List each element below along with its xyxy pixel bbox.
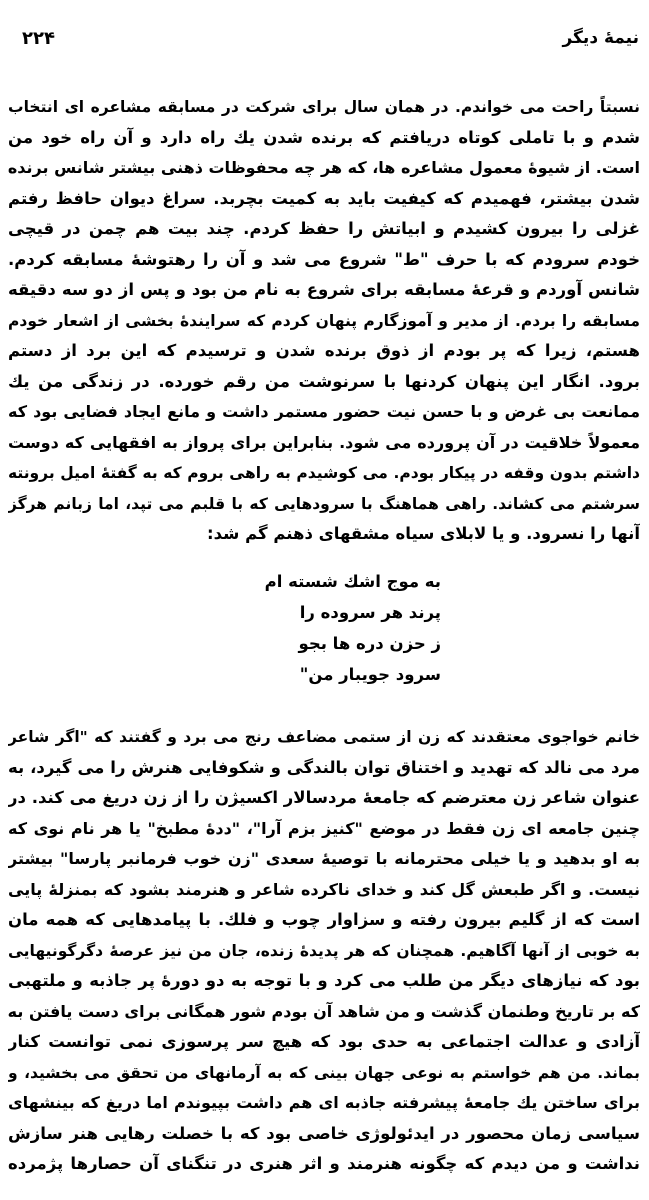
text-line: سیاسی زمان محصور در ایدئولوژی خاصی بود که با خصلت رهایی هنر سازش (8, 1123, 640, 1143)
text-line: ممانعت بی غرض و با حسن نیت حضور مستمر داشت و مانع ایجاد فضایی بود که (8, 402, 640, 421)
text-line: شدن بیشتر، فهمیدم که کیفیت باید به کمیت بچربد. سراغ دیوان حافظ رفتم (8, 188, 640, 208)
text-line: نداشت و من دیدم که چگونه هنرمند و اثر هنری در تنگنای آن حصارها پژمرده (8, 1154, 640, 1173)
text-line: آنها را نسرود. و یا لابلای سیاه مشقهای ذهنم گم شد: (206, 524, 640, 543)
page-header (22, 28, 639, 54)
text-line: خودم سرودم که با حرف "ط" شروع می شد و آن را رهتوشهٔ مسابقه کردم. (8, 249, 640, 269)
paragraph-2 (8, 722, 640, 1180)
text-line: هستم، زیرا که پر بودم از ذوق برنده شدن و ترسیدم که این برد از دستم (8, 341, 640, 360)
text-line: خانم خواجوی معتقدند که زن از ستمی مضاعف رنج می برد و گفتند که "اگر شاعر (8, 728, 640, 746)
text-line: آزادی و عدالت اجتماعی به حدی بود که هیچ سر پرسوزی نمی توانست کنار (8, 1032, 640, 1051)
text-line: بماند. من هم خواستم به نوعی جهان بینی که به آرمانهای من تحقق می بخشید، و (8, 1063, 640, 1082)
text-line: مسابقه را بردم. از مدیر و آموزگارم پنهان کردم که سرایندهٔ بخشی از اشعار خودم (8, 311, 640, 330)
text-line: داشتم بدون وقفه در پیکار بودم. می کوشیدم به راهی بروم که به گفتهٔ امیل برونته (8, 464, 640, 482)
text-line: است که از گلیم بیرون رفته و سزاوار چوب و فلك. با پیامدهایی که همه مان (8, 910, 640, 929)
text-line: که بر تاریخ وطنمان گذشت و من شاهد آن بودم شور همگانی برای دست یافتن به (8, 1001, 640, 1021)
text-line: به خوبی از آنها آگاهیم. همچنان که هر پدیدهٔ زنده، جان من نیز عرصهٔ دگرگونیهایی (8, 941, 640, 960)
running-title: نیمهٔ دیگر (562, 28, 639, 48)
text-line: چنین جامعه ای زن فقط در موضع "کنیز بزم آرا"، "ددهٔ مطبخ" یا هر نام نوی که (8, 818, 640, 838)
text-line: برود. انگار این پنهان کردنها با سرنوشت من رقم خورده. در زندگی من یك (8, 371, 640, 391)
poem-line: سرود جویبار من" (299, 665, 441, 684)
poem (265, 566, 441, 690)
paragraph-1 (8, 92, 640, 550)
text-line: معمولاً خلاقیت در آن پرورده می شود. بنابراین برای پرواز به افقهایی که دوست (8, 432, 640, 452)
text-line: نیست. و اگر طبعش گل کند و خدای ناکرده شاعر و هنرمند بشود که بمنزلهٔ پایی (8, 879, 640, 899)
text-line: نسبتاً راحت می خواندم. در همان سال برای شرکت در مسابقه مشاعره ای انتخاب (8, 98, 640, 116)
text-line: غزلی را بیرون کشیدم و ابیاتش را حفظ کردم. چند بیت هم چمن در قیچی (8, 219, 640, 238)
text-line: عنوان شاعر زن معترضم که جامعهٔ مردسالار اکسیژن را از زن دریغ می کند. در (8, 788, 640, 807)
text-line: است. از شیوهٔ معمول مشاعره ها، که هر چه محفوظات ذهنی بیشتر شانس برنده (8, 158, 640, 177)
text-line: شدم و با تاملی کوتاه دریافتم که برنده شدن یك راه دارد و آن راه خود من (8, 127, 640, 147)
text-line: شانس آوردم و قرعهٔ مسابقه برای شروع به نام من بود و پس از دو سه دقیقه (8, 280, 640, 299)
text-line: سرشتم می کشاند. راهی هماهنگ با سرودهایی که با قلبم می تپد، اما زبانم هرگز (8, 494, 640, 513)
text-line: مرد می نالد که تهدید و اختناق توان بالندگی و شکوفایی هنرش را می گیرد، به (8, 757, 640, 777)
text-line: بود که نیازهای دیگر من طلب می کرد و با توجه به دو دورهٔ پر جاذبه و ملتهبی (8, 971, 640, 990)
text-line: به او بدهید و یا خیلی محترمانه با توصیهٔ سعدی "زن خوب فرمانبر پارسا" بیشتر (8, 849, 640, 868)
poem-line: به موج اشك شسته ام (264, 572, 441, 591)
page-number: ۲۲۴ (22, 28, 55, 49)
text-line: برای ساختن یك جامعهٔ پیشرفته جاذبه ای هم داشت بپیوندم اما دریغ که بینشهای (8, 1093, 640, 1112)
poem-line: ز حزن دره ها بجو (298, 634, 441, 653)
poem-line: پرند هر سروده را (299, 603, 441, 622)
